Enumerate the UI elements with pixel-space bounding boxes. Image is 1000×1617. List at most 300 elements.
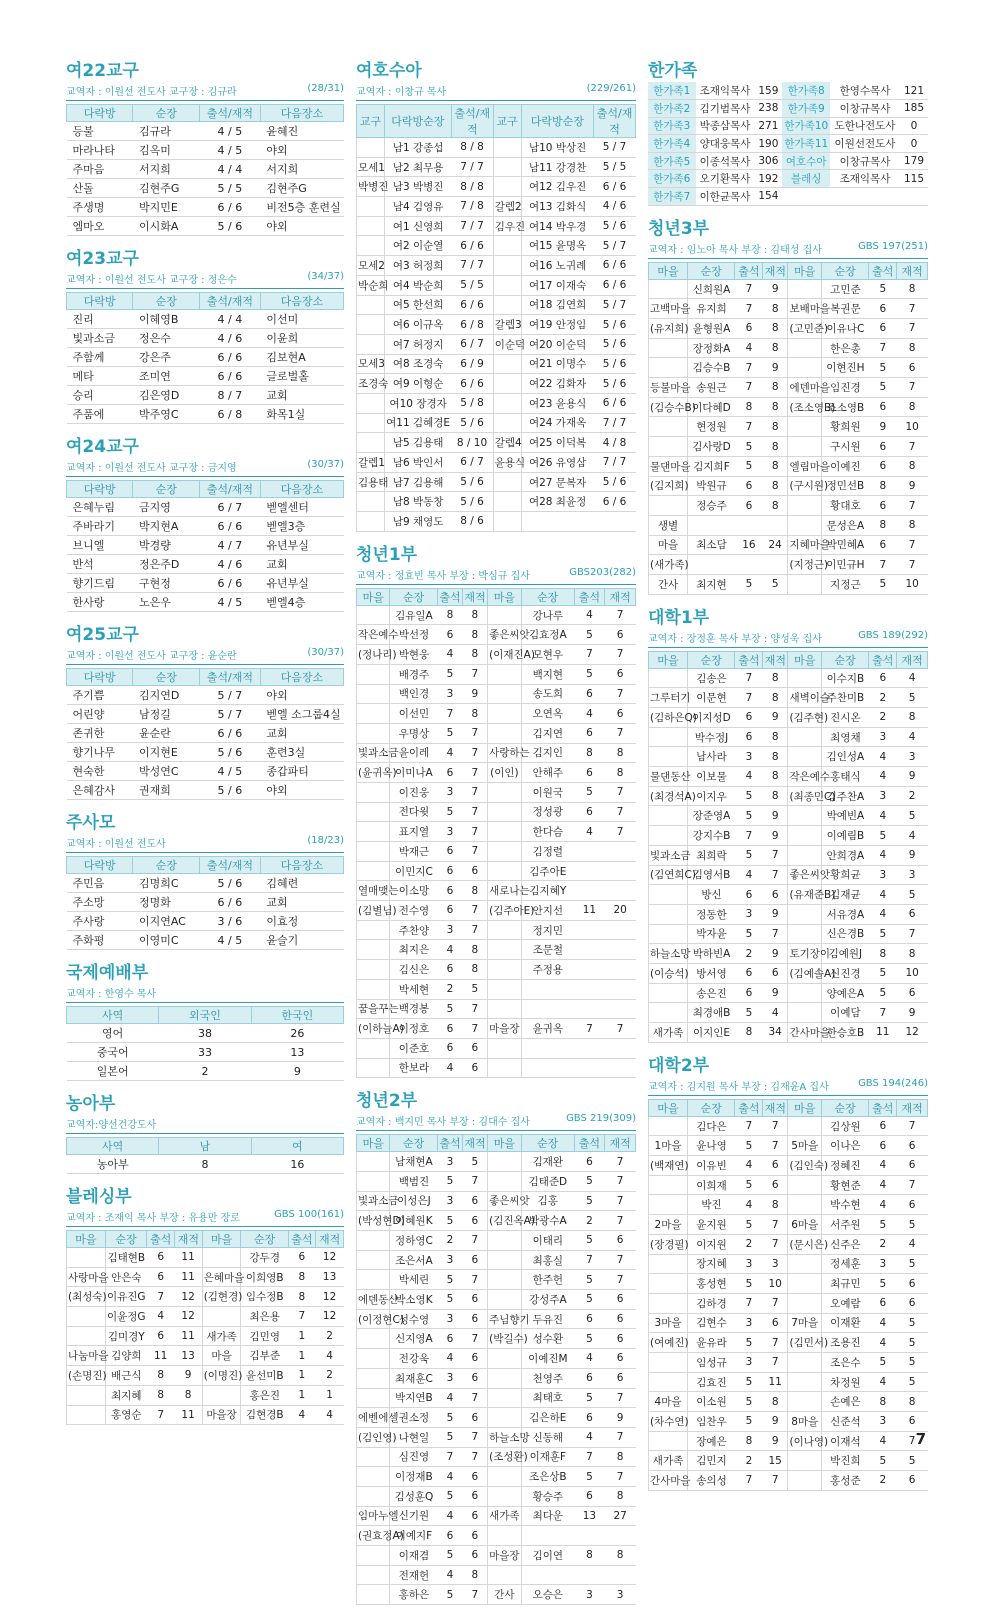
table-cell: 5 — [574, 1290, 605, 1310]
table-row — [357, 1290, 636, 1310]
table-cell: 7 — [605, 1211, 636, 1231]
table-cell: 김민영 — [241, 1326, 288, 1346]
table-cell: 갈렙4 — [493, 433, 521, 453]
table-cell — [688, 515, 735, 535]
table-cell: (김인숙) — [788, 1156, 821, 1176]
table-cell — [735, 555, 763, 575]
table-row — [357, 275, 636, 295]
table-cell: 154 — [754, 188, 782, 206]
table-cell: 교회 — [260, 386, 343, 405]
table-cell: 황대호 — [821, 496, 868, 516]
table-cell: 38 — [159, 1024, 251, 1043]
table-cell: 6 / 6 — [199, 367, 260, 386]
data-table — [66, 1006, 344, 1081]
table-cell: 김태현B — [105, 1248, 147, 1268]
table-cell: 남11 강경찬 — [521, 157, 594, 177]
table-cell: 마을장 — [488, 1019, 521, 1039]
table-cell: 7 — [763, 845, 788, 865]
table-cell: 모현우 — [521, 645, 574, 665]
table-cell: 여12 김우진 — [521, 177, 594, 197]
table-cell — [521, 1526, 574, 1546]
table-cell: 심진영 — [390, 1447, 437, 1467]
table-cell — [357, 723, 390, 743]
column-header: 순장 — [133, 105, 199, 122]
table-cell: 8 — [463, 605, 488, 625]
table-row — [67, 1043, 344, 1062]
table-cell: 6 — [897, 1195, 928, 1215]
table-cell: 12 — [897, 1023, 928, 1043]
table-cell: 박민혜A — [821, 535, 868, 555]
table-cell: 6 / 6 — [594, 177, 636, 197]
table-cell — [357, 979, 390, 999]
table-cell: 이미나A — [390, 763, 437, 783]
minister-line: 교역자 : 이창규 목사 — [356, 87, 447, 98]
table-cell: 238 — [754, 100, 782, 118]
table-cell: (김지희) — [649, 476, 688, 496]
table-cell: 9 — [897, 476, 928, 496]
table-row — [357, 763, 636, 783]
table-cell: 여23 윤용식 — [521, 393, 594, 413]
table-cell: 8 — [147, 1366, 175, 1386]
table-cell: 간사마을 — [649, 1471, 688, 1491]
table-cell: 5 / 8 — [451, 393, 493, 413]
table-cell: 김홍 — [521, 1191, 574, 1211]
table-cell: 김태준D — [521, 1171, 574, 1191]
column-header: 마을 — [649, 262, 688, 279]
table-cell — [67, 1385, 106, 1405]
table-cell: 백범진 — [390, 1171, 437, 1191]
table-cell: 열매맺는 — [357, 881, 390, 901]
table-cell: (조소영B) — [788, 397, 821, 417]
table-cell: 장준영A — [688, 806, 735, 826]
table-cell: 최지혜 — [105, 1385, 147, 1405]
section-youth2 — [356, 1090, 636, 1605]
table-cell: 7 — [735, 1293, 763, 1313]
table-cell: 김현주G — [133, 179, 199, 198]
table-cell — [605, 940, 636, 960]
table-cell: 5 — [897, 1352, 928, 1372]
table-cell: 6 / 7 — [199, 498, 260, 517]
column-header: 다락방 — [67, 293, 133, 310]
table-cell: 4 — [735, 1195, 763, 1215]
table-cell: 8 — [288, 1287, 316, 1307]
table-cell: 2 — [735, 1451, 763, 1471]
table-cell: 존귀한 — [67, 724, 133, 743]
table-row — [357, 472, 636, 492]
table-cell: 종갑파티 — [260, 762, 343, 781]
table-cell: 7 — [463, 1447, 488, 1467]
table-cell: 새가족 — [202, 1326, 241, 1346]
table-cell: 남정길 — [133, 705, 199, 724]
table-cell — [357, 1388, 390, 1408]
table-cell: 6 — [869, 1136, 897, 1156]
table-row — [67, 893, 344, 912]
table-cell: 11 — [175, 1267, 203, 1287]
column-header: 사역 — [67, 1007, 159, 1024]
table-cell: 여26 유영삼 — [521, 453, 594, 473]
table-cell: 신동해 — [521, 1427, 574, 1447]
table-row — [357, 1019, 636, 1039]
table-cell: 5 / 6 — [594, 472, 636, 492]
table-cell: 34 — [763, 1023, 788, 1043]
table-cell: 홍영순 — [105, 1405, 147, 1425]
table-row — [357, 704, 636, 724]
table-cell: 5 / 7 — [199, 686, 260, 705]
table-cell: 여25 이덕복 — [521, 433, 594, 453]
table-cell — [788, 437, 821, 457]
table-cell: 3마을 — [649, 1313, 688, 1333]
table-cell: 교회 — [260, 893, 343, 912]
table-cell: (김인영) — [357, 1427, 390, 1447]
table-cell: 한가족5 — [648, 152, 696, 170]
table-cell: 6 — [605, 1329, 636, 1349]
table-cell: 7 — [763, 1136, 788, 1156]
table-cell: 6 / 8 — [451, 315, 493, 335]
table-cell: 3 — [605, 1585, 636, 1605]
table-cell: 7 — [463, 842, 488, 862]
table-cell: 5마을 — [788, 1136, 821, 1156]
table-cell — [357, 334, 385, 354]
table-cell: (김승수B) — [649, 397, 688, 417]
table-cell: 8 — [763, 688, 788, 708]
section-subtitle — [66, 984, 344, 1003]
table-cell: 9 — [897, 767, 928, 787]
table-row — [67, 1248, 344, 1268]
table-cell: 우명상 — [390, 723, 437, 743]
table-cell: 7 — [463, 1270, 488, 1290]
table-cell: 7 — [605, 684, 636, 704]
table-cell: 여8 조경숙 — [384, 354, 451, 374]
table-cell: 모세3 — [357, 354, 385, 374]
table-cell: 6 — [463, 861, 488, 881]
table-cell — [649, 826, 688, 846]
table-cell: 지정근 — [821, 574, 868, 594]
table-cell: 이보물 — [688, 767, 735, 787]
table-cell: (이승석) — [649, 963, 688, 983]
table-cell: 4 / 5 — [199, 122, 260, 141]
table-cell: 최지은 — [390, 940, 437, 960]
table-cell: 6 — [574, 1152, 605, 1172]
table-cell — [357, 1349, 390, 1369]
table-cell: 6 — [437, 842, 462, 862]
table-cell: 5 — [437, 723, 462, 743]
table-row — [649, 555, 928, 575]
table-cell: 7 — [735, 1471, 763, 1491]
table-cell: 6 — [463, 1038, 488, 1058]
table-row — [649, 1234, 928, 1254]
table-cell: 9 — [763, 1431, 788, 1451]
table-cell: 한가족1 — [648, 82, 696, 100]
column-header: 마을 — [357, 1135, 390, 1152]
table-row — [67, 1405, 344, 1425]
table-row — [357, 920, 636, 940]
table-cell: 갈렙2 — [493, 197, 521, 217]
table-cell: 김양희 — [105, 1346, 147, 1366]
table-cell: 7 — [463, 802, 488, 822]
table-cell: 2마을 — [649, 1215, 688, 1235]
table-cell: (새가족) — [649, 555, 688, 575]
table-cell: 신기원 — [390, 1506, 437, 1526]
table-cell — [488, 1171, 521, 1191]
table-cell: 6 — [897, 1293, 928, 1313]
table-cell: 남2 최무용 — [384, 157, 451, 177]
section-title: 대학2부 — [648, 1055, 710, 1076]
table-cell: 7 — [763, 1234, 788, 1254]
table-cell — [782, 188, 830, 206]
table-cell: 김효정A — [521, 625, 574, 645]
table-cell: 16 — [251, 1155, 343, 1174]
section-district-1 — [66, 248, 344, 424]
table-cell: 한다슴 — [521, 822, 574, 842]
table-cell: 5 — [735, 1003, 763, 1023]
table-cell: 최희락 — [688, 845, 735, 865]
table-cell: 김현경B — [241, 1405, 288, 1425]
table-cell: 6 — [437, 1019, 462, 1039]
table-cell: 4 — [869, 806, 897, 826]
table-cell — [649, 727, 688, 747]
table-cell: 4 — [897, 727, 928, 747]
table-cell — [605, 881, 636, 901]
table-cell: 2 — [897, 786, 928, 806]
table-cell: 4 — [437, 940, 462, 960]
table-cell: 7 — [463, 1427, 488, 1447]
table-cell: 좋은씨앗 — [788, 865, 821, 885]
table-cell: 8 — [763, 338, 788, 358]
table-cell: 6 / 6 — [199, 348, 260, 367]
table-cell — [488, 1565, 521, 1585]
table-cell: 김명희C — [133, 874, 199, 893]
column-header: 출석 — [574, 588, 605, 605]
table-cell: 27 — [605, 1506, 636, 1526]
table-cell: 이나은 — [821, 1136, 868, 1156]
table-cell: 조문철 — [521, 940, 574, 960]
column-header: 순장 — [133, 481, 199, 498]
table-cell: 신주은 — [821, 1234, 868, 1254]
table-row — [649, 299, 928, 319]
table-cell — [493, 295, 521, 315]
table-row — [357, 723, 636, 743]
table-row — [357, 256, 636, 276]
table-row — [67, 555, 344, 574]
column-header: 출석 — [574, 1135, 605, 1152]
table-cell: 4 / 4 — [199, 160, 260, 179]
table-cell: 김지인 — [521, 743, 574, 763]
table-cell: 5 — [735, 1136, 763, 1156]
table-cell: 한가족9 — [782, 100, 830, 118]
table-cell: 이예담 — [821, 1003, 868, 1023]
table-cell: 주사랑 — [67, 912, 133, 931]
table-cell: 5 / 7 — [594, 295, 636, 315]
table-cell: 8 — [897, 279, 928, 299]
table-cell: (이명진) — [202, 1366, 241, 1386]
table-cell: 한보라 — [390, 1058, 437, 1078]
table-cell — [202, 1385, 241, 1405]
table-cell: 김민지 — [688, 1451, 735, 1471]
table-cell: 이창규목사 — [830, 100, 900, 118]
table-cell: 김지희F — [688, 456, 735, 476]
table-cell: 4 — [574, 1427, 605, 1447]
table-cell: 5 / 6 — [594, 354, 636, 374]
table-cell: 6 — [147, 1326, 175, 1346]
table-cell: 9 — [763, 806, 788, 826]
table-cell — [357, 1447, 390, 1467]
table-cell: (고민준) — [788, 319, 821, 339]
table-cell: 5 — [463, 979, 488, 999]
column-header: 출석/재적 — [594, 105, 636, 138]
table-cell — [574, 999, 605, 1019]
table-cell: 이민규H — [821, 555, 868, 575]
table-cell: 김재완 — [521, 1152, 574, 1172]
table-cell: 6 / 6 — [594, 256, 636, 276]
table-cell: 7 — [437, 704, 462, 724]
table-cell: 서지희 — [133, 160, 199, 179]
table-row — [649, 417, 928, 437]
table-cell: 16 — [735, 535, 763, 555]
minister-line: 교역자 : 백지민 목사 부장 : 김대수 집사 — [356, 1117, 530, 1129]
column-header: 재적 — [463, 1135, 488, 1152]
table-cell: (김하은Q) — [649, 708, 688, 728]
section-count: GBS 100(161) — [274, 1209, 344, 1220]
table-cell: 이순덕 — [493, 334, 521, 354]
table-cell — [788, 1195, 821, 1215]
column-header: 마을 — [788, 1099, 821, 1116]
table-cell: 2 — [735, 1234, 763, 1254]
table-cell: (최성숙) — [67, 1287, 106, 1307]
table-cell: 5 — [437, 1408, 462, 1428]
data-table — [66, 1137, 344, 1174]
table-cell: 이소망 — [390, 881, 437, 901]
table-cell: 글로벌홀 — [260, 367, 343, 386]
column-header: 재적 — [463, 588, 488, 605]
table-row — [357, 960, 636, 980]
table-cell: 6 — [463, 1486, 488, 1506]
table-cell: 4 — [437, 1058, 462, 1078]
table-cell — [649, 338, 688, 358]
table-cell — [649, 1175, 688, 1195]
table-cell: 7 — [463, 1171, 488, 1191]
header-row — [357, 1135, 636, 1152]
table-cell: 구시원 — [821, 437, 868, 457]
table-cell: 12 — [175, 1287, 203, 1307]
table-cell: 오승은 — [521, 1585, 574, 1605]
section-college1 — [648, 607, 928, 1043]
table-row — [357, 1447, 636, 1467]
table-cell: 1마을 — [649, 1136, 688, 1156]
table-cell: 박선정 — [390, 625, 437, 645]
table-row — [357, 1565, 636, 1585]
table-cell: 박예빈A — [821, 806, 868, 826]
table-cell — [788, 279, 821, 299]
table-cell: 7 / 7 — [451, 256, 493, 276]
table-cell: 6 / 7 — [451, 334, 493, 354]
table-cell: 영어 — [67, 1024, 159, 1043]
table-cell: (최종민C) — [788, 786, 821, 806]
table-cell — [649, 924, 688, 944]
header-row — [67, 105, 344, 122]
table-cell: 5 / 6 — [594, 374, 636, 394]
table-cell: 안은숙 — [105, 1267, 147, 1287]
table-cell: 중국어 — [67, 1043, 159, 1062]
table-row — [67, 874, 344, 893]
table-cell: 교회 — [260, 724, 343, 743]
table-row — [648, 135, 928, 153]
table-cell: 이예진 — [821, 456, 868, 476]
section-subtitle — [356, 566, 636, 585]
table-cell: 271 — [754, 117, 782, 135]
table-cell: 5 — [735, 1274, 763, 1294]
data-table — [648, 262, 928, 595]
table-cell: 마을 — [202, 1346, 241, 1366]
table-cell: 5 — [437, 1486, 462, 1506]
table-cell: 8 — [897, 1392, 928, 1412]
table-cell: 8 — [463, 1565, 488, 1585]
table-cell: 7 / 8 — [451, 197, 493, 217]
table-cell: 임성규 — [688, 1352, 735, 1372]
table-cell: 7 — [574, 1447, 605, 1467]
table-cell: 1 — [288, 1385, 316, 1405]
table-cell — [488, 1526, 521, 1546]
minister-line: 교역자 : 이원선 전도사 교구장 : 윤순란 — [66, 651, 237, 662]
table-row — [357, 842, 636, 862]
table-cell: 여18 김연희 — [521, 295, 594, 315]
table-cell: 보배마을 — [788, 299, 821, 319]
table-row — [649, 476, 928, 496]
table-cell — [605, 1038, 636, 1058]
column-header: 마을 — [357, 588, 390, 605]
table-cell: 3 — [869, 1254, 897, 1274]
table-row — [357, 1171, 636, 1191]
section-subtitle — [66, 646, 344, 665]
table-cell: 6 — [574, 684, 605, 704]
table-row — [357, 1467, 636, 1487]
table-cell: 5 / 6 — [199, 743, 260, 762]
table-cell: 홍태식 — [821, 767, 868, 787]
table-cell: 2 — [437, 1231, 462, 1251]
table-cell: 8 — [159, 1155, 251, 1174]
table-cell: 3 — [869, 786, 897, 806]
table-cell: 6 / 6 — [199, 198, 260, 217]
table-cell: 6 — [463, 1408, 488, 1428]
table-cell: 김하경 — [688, 1293, 735, 1313]
table-cell: 양대웅목사 — [696, 135, 755, 153]
table-cell: 2 — [869, 1234, 897, 1254]
table-cell: 192 — [754, 170, 782, 188]
table-cell — [605, 1565, 636, 1585]
table-cell: 박진 — [688, 1195, 735, 1215]
table-cell — [788, 747, 821, 767]
table-cell — [488, 1290, 521, 1310]
table-row — [357, 645, 636, 665]
table-cell: (권효정A) — [357, 1526, 390, 1546]
table-row — [67, 517, 344, 536]
table-row — [67, 160, 344, 179]
table-cell — [521, 1565, 574, 1585]
table-row — [67, 217, 344, 236]
minister-line: 교역자 : 이원선 전도사 — [66, 839, 166, 850]
table-cell: 최소담 — [688, 535, 735, 555]
column-header: 다음장소 — [260, 481, 343, 498]
table-row — [67, 1346, 344, 1366]
table-cell: 10 — [763, 1274, 788, 1294]
table-cell: 여5 한선희 — [384, 295, 451, 315]
table-cell — [605, 842, 636, 862]
table-cell: 3 — [437, 1368, 462, 1388]
table-cell: 7 — [605, 1152, 636, 1172]
table-cell: (김예솔A) — [788, 963, 821, 983]
table-cell: (박성현D) — [357, 1211, 390, 1231]
table-cell: 엘림마을 — [788, 456, 821, 476]
table-cell: 모세2 — [357, 256, 385, 276]
